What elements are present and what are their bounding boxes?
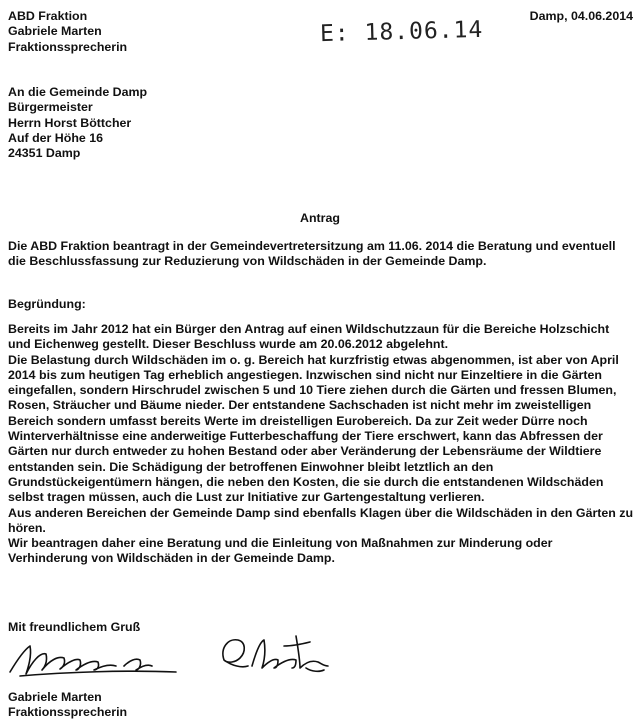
sender-role: Fraktionssprecherin [8, 39, 128, 54]
reason-paragraph: Wir beantragen daher eine Beratung und die Einleitung von Maßnahmen zur Minderung oder Verhinderung von Wildschäden in der Gemeinde Damp. [8, 536, 553, 566]
recipient-line: Auf der Höhe 16 [8, 130, 104, 145]
signer-role: Fraktionssprecherin [8, 705, 128, 720]
reason-body [8, 322, 634, 567]
recipient-address [8, 85, 147, 161]
reason-paragraph: Die Belastung durch Wildschäden im o. g. Bereich hat kurzfristig etwas abgenommen, ist aber von April 2014 bis zum heutigen Tag erheblich angestiegen. Inzwischen sind nicht nur Einzeltiere in die Gärten eingefallen, sondern Hirschrudel zwischen 5 und 10 Tiere ziehen durch die Gärten und fressen Blumen, Rosen, Sträucher und Bäume nieder. Der entstandene Sachschaden ist nicht mehr im zweistelligen Bereich sondern umfasst bereits Werte im dreistelligen Eurobereich. Da zur Zeit weder Dürre noch Winterverhältnisse eine anderweitige Futterbeschaffung der Tiere erschwert, kann das Abfressen der Gärten nur durch entweder zu hohen Bestand oder aber Veränderung der Lebensräume der Wildtiere entstanden sein. Die Schädigung der betroffenen Einwohner bleibt letztlich an den Grundstückeigentümern hängen, die neben den Kosten, die sie durch die entstandenen Wildschäden selbst tragen müssen, auch die Lust zur Initiative zur Gartengestaltung verlieren. [8, 352, 619, 505]
signer-name: Gabriele Marten [8, 690, 102, 704]
reason-paragraph: Bereits im Jahr 2012 hat ein Bürger den Antrag auf einen Wildschutzzaun für die Bereiche Holzschicht und Eichenweg gestellt. Dieser Beschluss wurde am 20.06.2012 abgelehnt. [8, 322, 610, 352]
sender-block [8, 9, 127, 55]
handwritten-signature [6, 622, 336, 682]
signer-block [8, 690, 127, 721]
letter-subject: Antrag [300, 211, 340, 225]
closing-greeting: Mit freundlichem Gruß [8, 620, 141, 634]
recipient-line: Herrn Horst Böttcher [8, 115, 132, 130]
recipient-line: 24351 Damp [8, 146, 81, 161]
sender-organization: ABD Fraktion [8, 9, 88, 23]
received-stamp-handwritten: E: 18.06.14 [319, 16, 484, 48]
reason-paragraph: Aus anderen Bereichen der Gemeinde Damp sind ebenfalls Klagen über die Wildschäden in den Gärten zu hören. [8, 505, 634, 535]
recipient-line: An die Gemeinde Damp [8, 85, 148, 99]
recipient-line: Bürgermeister [8, 100, 93, 115]
reason-heading: Begründung: [8, 297, 86, 311]
sender-name: Gabriele Marten [8, 24, 102, 39]
letter-date: Damp, 04.06.2014 [529, 9, 633, 23]
intro-paragraph: Die ABD Fraktion beantragt in der Gemeindevertretersitzung am 11.06. 2014 die Beratung und eventuell die Beschlussfassung zur Reduzierung von Wildschäden in der Gemeinde Damp. [8, 239, 616, 269]
